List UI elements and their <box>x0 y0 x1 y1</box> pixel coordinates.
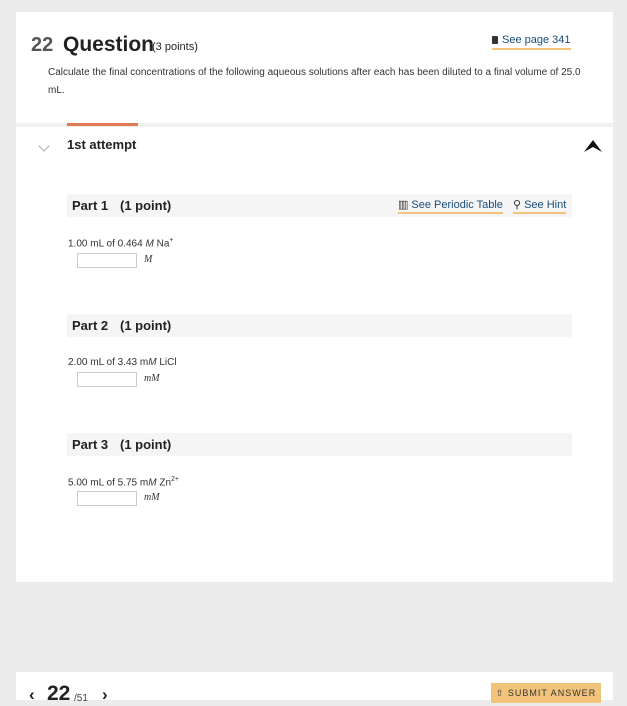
part-3-charge: 2+ <box>171 476 180 483</box>
question-card <box>16 12 613 582</box>
question-points: (3 points) <box>152 41 198 53</box>
submit-answer-label: SUBMIT ANSWER <box>507 688 597 698</box>
collapse-arrow-icon[interactable] <box>582 136 604 154</box>
part-2-conc-unit: M <box>148 357 157 368</box>
part-2-species: LiCl <box>159 357 177 368</box>
part-3-prefix: 5.00 mL of 5.75 m <box>68 477 149 489</box>
part-2-header <box>67 314 572 337</box>
submit-answer-button[interactable] <box>491 683 601 703</box>
part-3-answer-input[interactable] <box>77 491 137 506</box>
attempt-tab-indicator <box>67 123 138 126</box>
part-2-answer-unit: mM <box>144 373 160 384</box>
upload-icon: ⇧ <box>495 688 505 698</box>
part-3-species: Zn <box>159 477 172 489</box>
part-1-prefix: 1.00 mL of 0.464 <box>68 238 146 250</box>
part-1-header <box>67 194 572 217</box>
chevron-left-icon[interactable]: ‹ <box>29 685 35 704</box>
part-1-problem <box>68 237 173 249</box>
footer-bar <box>16 672 613 705</box>
part-1-charge: + <box>169 237 174 244</box>
part-2-answer-input[interactable] <box>77 372 137 387</box>
part-1-title: Part 1 <box>72 198 109 213</box>
part-3-problem <box>68 476 179 488</box>
hint-link[interactable] <box>513 198 566 214</box>
hint-label: See Hint <box>524 199 567 211</box>
attempt-header[interactable] <box>16 134 613 156</box>
see-page-link[interactable] <box>492 34 571 50</box>
part-2-points: (1 point) <box>120 318 172 333</box>
part-1-species: Na <box>156 238 170 250</box>
periodic-table-label: See Periodic Table <box>411 199 503 211</box>
chevron-down-icon[interactable] <box>38 140 49 151</box>
part-2-title: Part 2 <box>72 318 109 333</box>
attempt-label: 1st attempt <box>67 137 137 152</box>
part-3-title: Part 3 <box>72 437 109 452</box>
current-question-number: 22 <box>47 682 71 705</box>
part-2-prefix: 2.00 mL of 3.43 m <box>68 357 149 368</box>
book-icon <box>492 36 498 44</box>
part-1-points: (1 point) <box>120 198 172 213</box>
part-1-conc-unit: M <box>145 238 154 250</box>
part-3-answer-unit: mM <box>144 492 160 503</box>
total-questions: /51 <box>74 693 88 704</box>
question-header <box>16 12 613 124</box>
part-3-points: (1 point) <box>120 437 172 452</box>
chart-icon: ▥ <box>398 199 409 211</box>
chevron-right-icon[interactable]: › <box>102 685 108 704</box>
part-3-conc-unit: M <box>148 477 157 489</box>
question-number: 22 <box>31 34 54 56</box>
question-text: Calculate the final concentrations of the following aqueous solutions after each has been diluted to a final volume of 25.0 mL. <box>48 67 581 96</box>
part-2-problem <box>68 357 177 368</box>
part-1-answer-unit: M <box>144 254 153 265</box>
periodic-table-link[interactable] <box>398 198 503 214</box>
part-1-answer-input[interactable] <box>77 253 137 268</box>
lightbulb-icon: ⚲ <box>513 199 522 211</box>
part-3-header <box>67 433 572 456</box>
question-title: Question <box>63 33 155 56</box>
see-page-label: See page 341 <box>502 34 571 46</box>
